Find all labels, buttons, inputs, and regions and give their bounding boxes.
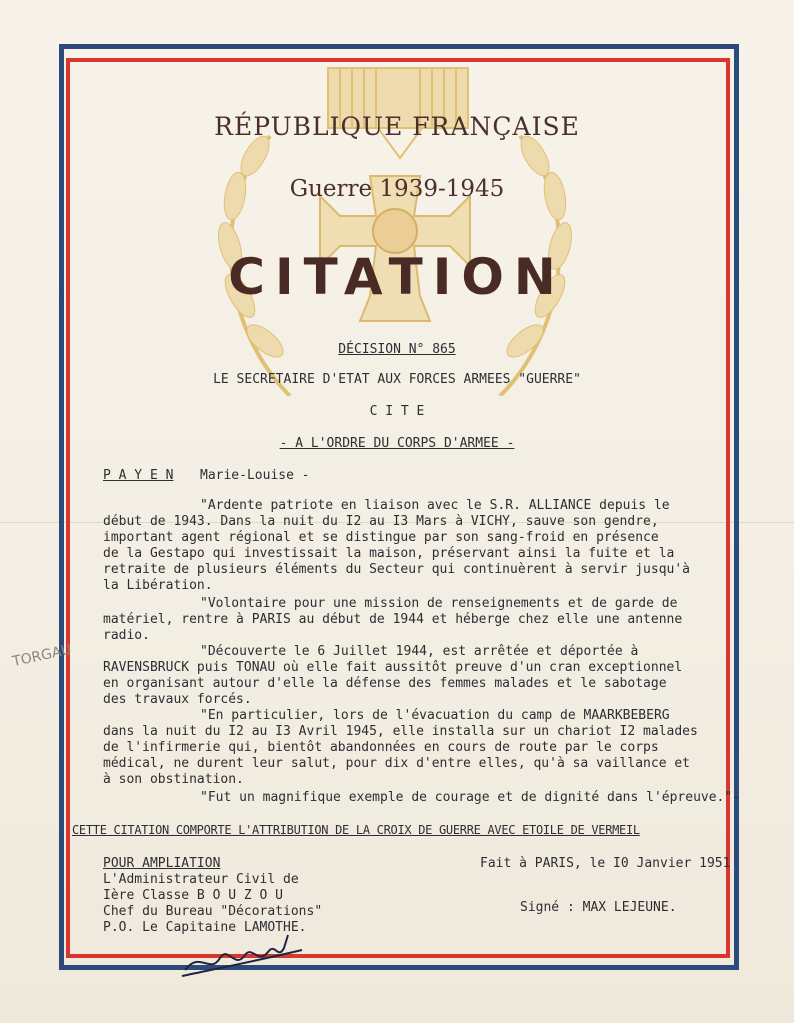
margin-note: TORGAU: [10, 641, 73, 671]
body-line: début de 1943. Dans la nuit du I2 au I3 Mars à VICHY, sauve son gendre,: [103, 514, 659, 529]
place-date: Fait à PARIS, le I0 Janvier 1951: [480, 856, 731, 871]
authority-line: LE SECRETAIRE D'ETAT AUX FORCES ARMEES "GUERRE": [213, 372, 581, 387]
body-line: matériel, rentre à PARIS au début de 1944 et héberge chez elle une antenne: [103, 612, 683, 627]
award-line: CETTE CITATION COMPORTE L'ATTRIBUTION DE LA CROIX DE GUERRE AVEC ETOILE DE VERMEIL: [72, 823, 640, 837]
body-line: médical, ne durent leur salut, pour dix d'entre elles, qu'à sa vaillance et: [103, 756, 690, 771]
body-line: de la Gestapo qui investissait la maison, préservant ainsi la fuite et la: [103, 546, 675, 561]
recipient-given-name: Marie-Louise -: [200, 468, 310, 483]
body-line: radio.: [103, 628, 150, 643]
order-line: - A L'ORDRE DU CORPS D'ARMEE -: [279, 436, 515, 451]
citation-title: CITATION: [228, 248, 566, 306]
footer-left-line: Chef du Bureau "Décorations": [103, 904, 323, 919]
body-line: à son obstination.: [103, 772, 244, 787]
body-line: important agent régional et se distingue par son sang-froid en présence: [103, 530, 659, 545]
footer-left-line: P.O. Le Capitaine LAMOTHE.: [103, 920, 307, 935]
republic-heading: RÉPUBLIQUE FRANÇAISE: [214, 112, 580, 141]
body-line: des travaux forcés.: [103, 692, 252, 707]
body-line: retraite de plusieurs éléments du Secteur qui continuèrent à servir jusqu'à: [103, 562, 690, 577]
handwritten-signature-icon: [180, 930, 310, 980]
signed-by: Signé : MAX LEJEUNE.: [520, 900, 677, 915]
war-heading: Guerre 1939-1945: [289, 176, 505, 202]
body-line: RAVENSBRUCK puis TONAU où elle fait aussitôt preuve d'un cran exceptionnel: [103, 660, 683, 675]
footer-left-line: POUR AMPLIATION: [103, 856, 221, 871]
footer-left-line: L'Administrateur Civil de: [103, 872, 299, 887]
body-line: de l'infirmerie qui, bientôt abandonnées en cours de route par le corps: [103, 740, 659, 755]
body-line: "Découverte le 6 Juillet 1944, est arrêtée et déportée à: [200, 644, 639, 659]
cite-line: C I T E: [369, 404, 425, 419]
decision-number: DÉCISION N° 865: [338, 342, 456, 357]
body-line: "En particulier, lors de l'évacuation du camp de MAARKBEBERG: [200, 708, 670, 723]
recipient-surname: P A Y E N: [103, 468, 174, 483]
body-line: "Volontaire pour une mission de renseignements et de garde de: [200, 596, 678, 611]
body-line: la Libération.: [103, 578, 213, 593]
body-line: dans la nuit du I2 au I3 Avril 1945, elle installa sur un chariot I2 malades: [103, 724, 698, 739]
body-line: "Fut un magnifique exemple de courage et de dignité dans l'épreuve."-: [200, 790, 741, 805]
body-line: en organisant autour d'elle la défense des femmes malades et le sabotage: [103, 676, 667, 691]
footer-left-line: Ière Classe B O U Z O U: [103, 888, 284, 903]
body-line: "Ardente patriote en liaison avec le S.R. ALLIANCE depuis le: [200, 498, 670, 513]
